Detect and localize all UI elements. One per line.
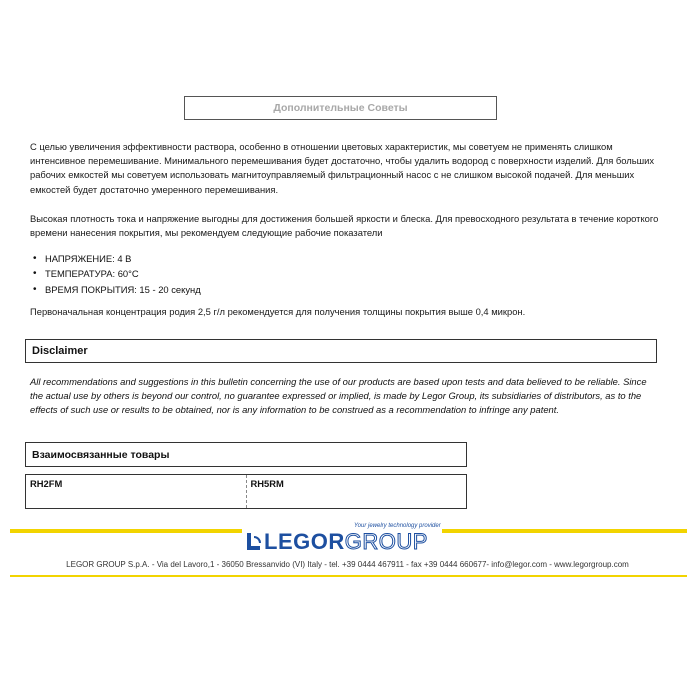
list-item: • ВРЕМЯ ПОКРЫТИЯ: 15 - 20 секунд <box>30 282 201 297</box>
footer-divider-bottom <box>10 575 687 577</box>
legor-logo-mark-icon <box>246 531 262 551</box>
footer-divider-right <box>442 529 687 533</box>
operating-parameters-list <box>30 251 201 297</box>
product-cell-rh5rm[interactable]: RH5RM <box>246 475 467 508</box>
footer-address: LEGOR GROUP S.p.A. - Via del Lavoro,1 - 36050 Bressanvido (VI) Italy - tel. +39 0444 467911 - fax +39 0444 660677- info@legor.com - www.legorgroup.com <box>66 560 629 569</box>
tips-paragraph-concentration: Первоначальная концентрация родия 2,5 г/л рекомендуется для получения толщины покрытия выше 0,4 микрон. <box>30 306 526 317</box>
related-products-table <box>25 474 467 509</box>
disclaimer-heading: Disclaimer <box>32 345 88 357</box>
related-products-heading-box <box>25 442 467 467</box>
footer-divider-left <box>10 529 242 533</box>
product-cell-rh2fm[interactable]: RH2FM <box>30 478 63 489</box>
logo-text-legor: LEGOR <box>264 529 345 554</box>
related-products-heading: Взаимосвязанные товары <box>32 448 170 461</box>
tips-title: Дополнительные Советы <box>273 102 408 114</box>
legor-group-logo <box>246 524 442 554</box>
logo-text-group: GROUP <box>344 529 428 554</box>
disclaimer-text: All recommendations and suggestions in this bulletin concerning the use of our products are based upon tests and data believed to be reliable. Since the actual use by others is beyond our control, no guarantee expressed or implied, is made by Legor Group, its subsidiaries of distributors, as to the effects of such use or results to be obtained, nor is any information to be construed as a recommendation to infringe any patent. <box>30 376 647 416</box>
tips-paragraph-current: Высокая плотность тока и напряжение выгодны для достижения большей яркости и блеска. Для превосходного результата в течение короткого времени нанесения покрытия, мы рекомендуем следующие рабочие показатели <box>30 213 659 239</box>
tips-title-box <box>184 96 497 120</box>
disclaimer-heading-box <box>25 339 657 363</box>
list-item: • НАПРЯЖЕНИЕ: 4 В <box>30 251 201 266</box>
logo-tagline: Your jewelry technology provider <box>354 523 441 529</box>
list-item: • ТЕМПЕРАТУРА: 60°С <box>30 266 201 281</box>
tips-paragraph-agitation: С целью увеличения эффективности раствора, особенно в отношении цветовых характеристик, мы советуем не применять слишком интенсивное перемешивание. Минимального перемешивания будет достаточно, чтобы удалить водород с поверхности изделий. Для больших рабочих емкостей мы советуем использовать магнитоуправляемый фильтрационный насос с не слишком высокой подачей. Для меньших емкостей будет достаточно умеренного перемешивания. <box>30 141 655 195</box>
